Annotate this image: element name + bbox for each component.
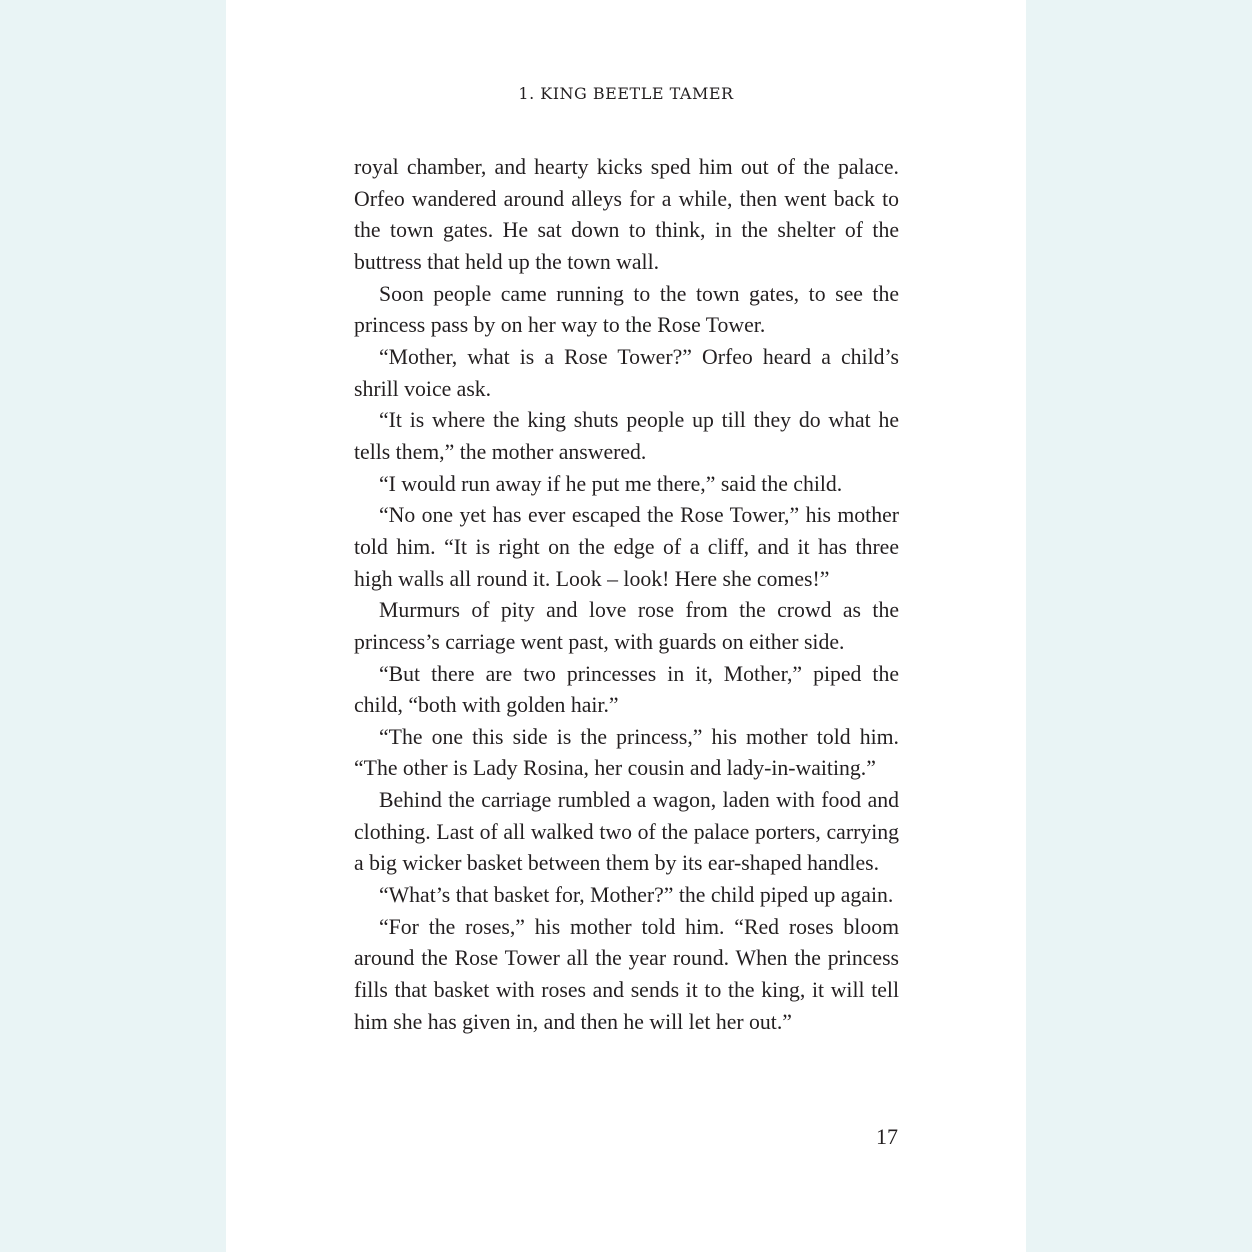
paragraph: Murmurs of pity and love rose from the crowd as the princess’s carriage went past, with guards on either side.: [354, 598, 899, 654]
book-page: [226, 0, 1026, 1252]
paragraph: “For the roses,” his mother told him. “Red roses bloom around the Rose Tower all the year round. When the princess fills that basket with roses and sends it to the king, it will tell him she has given in, and then he will let her out.”: [354, 914, 899, 1034]
paragraph: “But there are two princesses in it, Mother,” piped the child, “both with golden hair.”: [354, 661, 899, 718]
paragraph: royal chamber, and hearty kicks sped him out of the palace. Orfeo wandered around alleys for a while, then went back to the town gates. He sat down to think, in the shelter of the buttress that held up the town wall.: [354, 155, 899, 274]
paragraph: Soon people came running to the town gates, to see the princess pass by on her way to the Rose Tower.: [354, 281, 899, 338]
paragraph: Behind the carriage rumbled a wagon, laden with food and clothing. Last of all walked two of the palace porters, carrying a big wicker basket between them by its ear-shaped handles.: [354, 788, 899, 876]
paragraph: “What’s that basket for, Mother?” the child piped up again.: [379, 883, 894, 908]
paragraph: “No one yet has ever escaped the Rose Tower,” his mother told him. “It is right on the edge of a cliff, and it has three high walls all round it. Look – look! Here she comes!”: [354, 503, 899, 591]
body-text: [354, 152, 899, 1038]
paragraph: “The one this side is the princess,” his mother told him. “The other is Lady Rosina, her cousin and lady-in-waiting.”: [354, 724, 899, 781]
paragraph: “It is where the king shuts people up till they do what he tells them,” the mother answered.: [354, 408, 899, 464]
paragraph: “Mother, what is a Rose Tower?” Orfeo heard a child’s shrill voice ask.: [354, 344, 899, 401]
page-number: 17: [876, 1124, 898, 1149]
paragraph: “I would run away if he put me there,” said the child.: [379, 471, 843, 496]
running-head: 1. KING BEETLE TAMER: [518, 84, 734, 103]
